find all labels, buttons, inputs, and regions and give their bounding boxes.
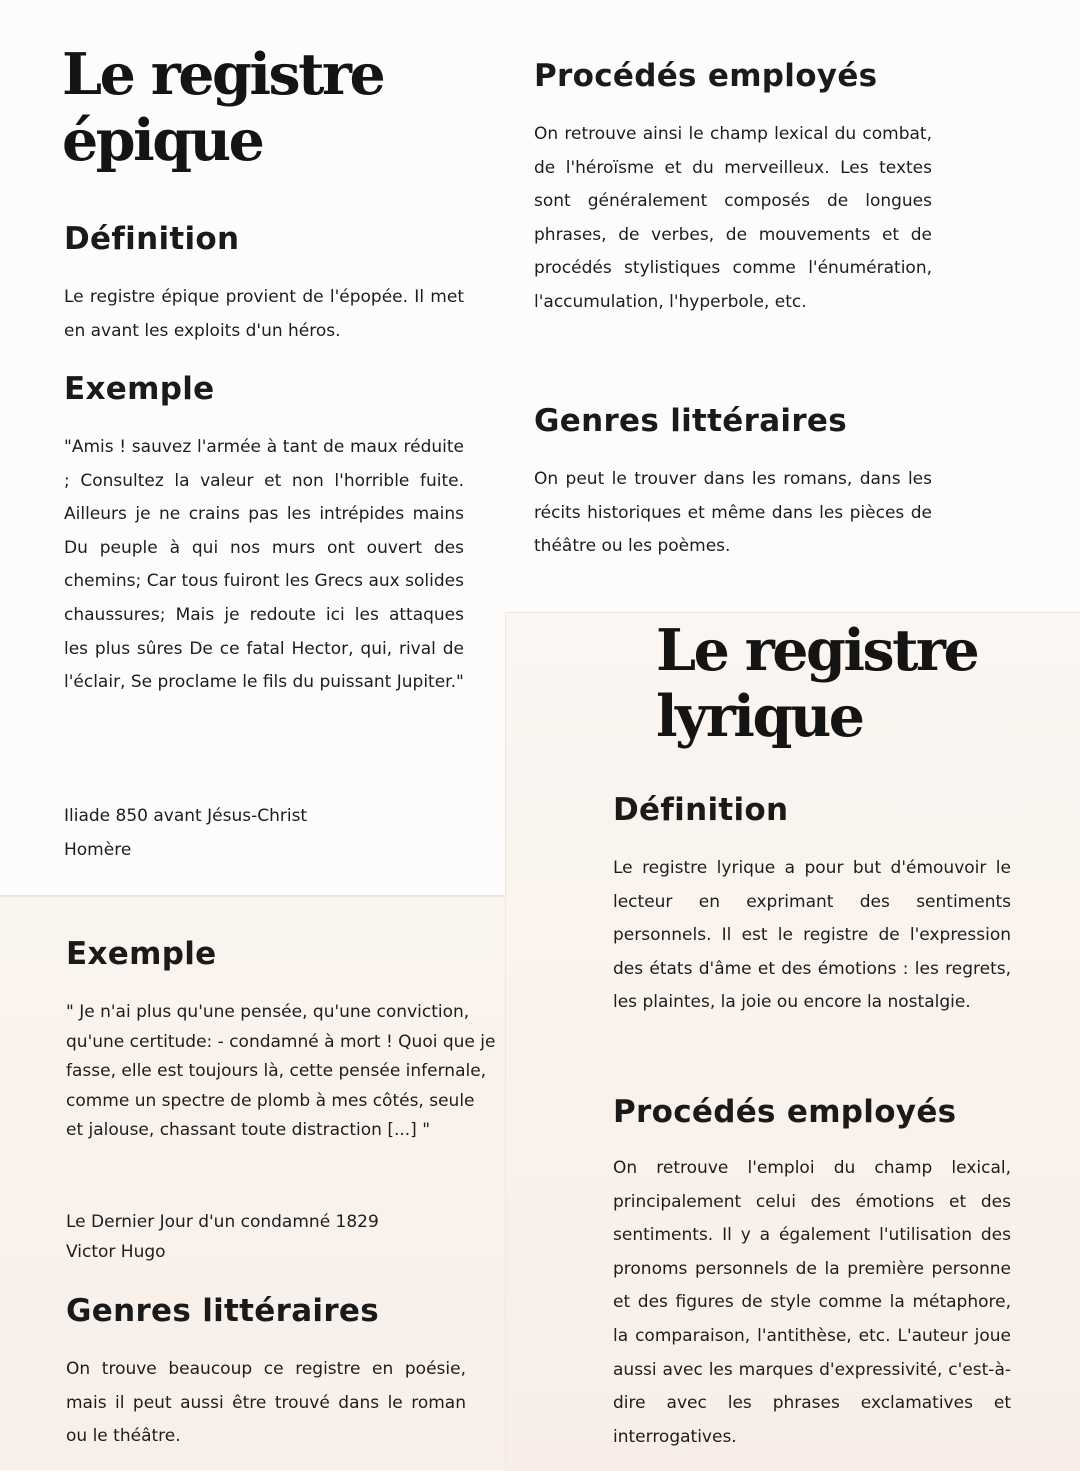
epique-example-heading: Exemple — [64, 371, 215, 407]
lyrique-example-source: Le Dernier Jour d'un condamné 1829 — [66, 1212, 379, 1232]
epique-example-quote: "Amis ! sauvez l'armée à tant de maux réduite ; Consultez la valeur et non l'horrible fuite. Ailleurs je ne crains pas les intrépides mains Du peuple à qui nos murs ont ouvert des chemins; Car tous fuiront les Grecs aux solides chaussures; Mais je redoute ici les attaques les plus sûres De ce fatal Hector, qui, rival de l'éclair, Se proclame le fils du puissant Jupiter." — [64, 437, 464, 693]
lyrique-title-line2: lyrique — [656, 683, 863, 750]
epique-example-author: Homère — [64, 840, 132, 860]
lyrique-genres-text: On trouve beaucoup ce registre en poésie, mais il peut aussi être trouvé dans le roman ou le théâtre. — [66, 1359, 466, 1447]
epique-genres-heading: Genres littéraires — [534, 403, 848, 439]
epique-title-line1: Le registre — [62, 41, 384, 108]
epique-procedes-heading: Procédés employés — [534, 58, 878, 94]
paper-fold-line — [0, 895, 505, 897]
epique-title-line2: épique — [62, 107, 263, 174]
lyrique-genres-heading: Genres littéraires — [66, 1293, 380, 1329]
lyrique-example-heading: Exemple — [66, 936, 217, 972]
lyrique-definition-text: Le registre lyrique a pour but d'émouvoir le lecteur en exprimant des sentiments personnels. Il est le registre de l'expression des états d'âme et des émotions : les regrets, les plaintes, la joie ou encore la nostalgie. — [613, 858, 1011, 1013]
epique-procedes-text: On retrouve ainsi le champ lexical du combat, de l'héroïsme et du merveilleux. Les textes sont généralement composés de longues phrases, de verbes, de mouvements et de procédés stylistiques comme l'énumération, l'accumulation, l'hyperbole, etc. — [534, 124, 932, 312]
lyrique-procedes-text: On retrouve l'emploi du champ lexical, principalement celui des émotions et des sentiments. Il y a également l'utilisation des pronoms personnels de la première personne et des figures de style comme la métaphore, la comparaison, l'antithèse, etc. L'auteur joue aussi avec les marques d'expressivité, c'est-à-dire avec les phrases exclamatives et interrogatives. — [613, 1158, 1011, 1447]
epique-definition-heading: Définition — [64, 221, 240, 257]
epique-definition-text: Le registre épique provient de l'épopée. Il met en avant les exploits d'un héros. — [64, 287, 464, 341]
epique-example-source: Iliade 850 avant Jésus-Christ — [64, 806, 308, 826]
lyrique-procedes-heading: Procédés employés — [613, 1094, 957, 1130]
lyrique-definition-heading: Définition — [613, 792, 789, 828]
lyrique-title-line1: Le registre — [656, 617, 978, 684]
lyrique-example-quote: " Je n'ai plus qu'une pensée, qu'une conviction, qu'une certitude: - condamné à mort ! Quoi que je fasse, elle est toujours là, cette pensée infernale, comme un spectre de plomb à mes côtés, seule et jalouse, chassant toute distraction [...] " — [66, 1002, 496, 1141]
epique-title — [62, 42, 482, 174]
epique-genres-text: On peut le trouver dans les romans, dans les récits historiques et même dans les pièces de théâtre ou les poèmes. — [534, 469, 932, 557]
lyrique-title — [656, 618, 1056, 750]
lyrique-example-author: Victor Hugo — [66, 1242, 166, 1262]
